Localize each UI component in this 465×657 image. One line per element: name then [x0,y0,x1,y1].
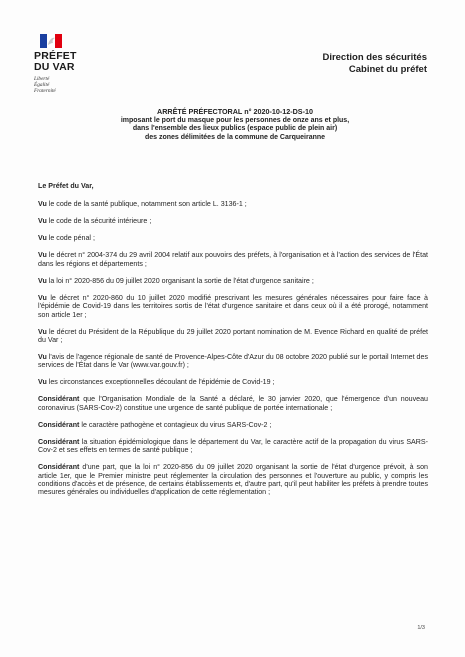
paragraph [38,421,428,429]
page-number: 1/3 [417,625,425,631]
paragraph-lead: Vu [38,327,47,336]
paragraph-text: que l'Organisation Mondiale de la Santé a déclaré, le 30 janvier 2020, que l'émergence d'un nouveau coronavirus (SARS-Cov-2) constitue une urgence de santé publique de portée internationale ; [38,395,428,412]
paragraph [38,395,428,412]
paragraph-text: les circonstances exceptionnelles découlant de l'épidémie de Covid-19 ; [46,378,275,387]
paragraph-lead: Considérant [38,437,80,446]
document-body [38,182,428,505]
paragraph [38,294,428,319]
paragraph-text: le code de la sécurité intérieure ; [46,217,152,226]
motto-fraternite: Fraternité [34,88,56,95]
paragraph-text: le décret du Président de la République du 29 juillet 2020 portant nomination de M. Evence Richard en qualité de préfet du Var ; [38,327,428,345]
motto-liberte: Liberté [34,76,50,82]
intro-line: Le Préfet du Var, [38,182,94,190]
paragraph [38,353,428,370]
direction-line: Direction des sécurités [322,52,427,63]
title-line4: des zones délimitées de la commune de Carqueiranne [144,133,326,141]
prefet-logo [34,34,104,95]
paragraph-lead: Considérant [38,395,80,404]
paragraph [38,438,428,455]
paragraph-lead: Vu [38,293,47,302]
logo-line1: PRÉFET [34,50,77,62]
title-line2: imposant le port du masque pour les personnes de onze ans et plus, [120,116,350,124]
logo-line2: DU VAR [34,61,75,73]
paragraph-text: la situation épidémiologique dans le département du Var, le caractère actif de la propagation du virus SARS-Cov-2 et ses effets en termes de santé publique ; [38,437,428,455]
paragraph-lead: Considérant [38,420,80,429]
paragraph-text: l'avis de l'agence régionale de santé de Provence-Alpes-Côte d'Azur du 08 octobre 2020 publié sur le portail Internet des services de l'État dans le Var (www.var.gouv.fr) ; [38,353,428,370]
paragraph-lead: Considérant [38,463,80,472]
cabinet-line: Cabinet du préfet [348,64,427,75]
paragraph [38,251,428,268]
paragraph-lead: Vu [38,217,47,226]
motto [34,76,104,95]
paragraph [38,234,428,242]
paragraph [38,378,428,386]
paragraph-lead: Vu [38,276,47,285]
paragraph-text: la loi n° 2020-856 du 09 juillet 2020 organisant la sortie de l'état d'urgence sanitaire ; [46,276,314,285]
paragraph [38,463,428,497]
paragraph [38,277,428,285]
paragraph [38,217,428,225]
paragraph-text: le caractère pathogène et contagieux du virus SARS-Cov-2 ; [79,420,272,429]
paragraph-text: d'une part, que la loi n° 2020-856 du 09 juillet 2020 organisant la sortie de l'état d'urgence prévoit, à son article 1er, que le Premier ministre peut réglementer la circulation des personnes et l'ouverture au public, y compris les conditions d'accès et de présence, de certains établissements et, d'autre part, qu'il peut habiliter les préfets à prendre toutes mesures générales ou individuelles d'application de cette réglementation ; [38,463,428,497]
arrete-number: ARRÊTÉ PRÉFECTORAL n° 2020-10-12-DS-10 [157,107,313,116]
paragraph-lead: Vu [38,251,47,260]
motto-egalite: Égalité [34,82,50,89]
paragraph-text: le décret n° 2020-860 du 10 juillet 2020 modifié prescrivant les mesures générales nécessaires pour faire face à l'épidémie de Covid-19 dans les territoires sortis de l'état d'urgence sanitaire et dans ceux où il a été prorogé, notamment son article 1er ; [38,293,428,319]
paragraph-text: le décret n° 2004-374 du 29 avril 2004 relatif aux pouvoirs des préfets, à l'organisation et à l'action des services de l'État dans les régions et départements ; [38,251,428,268]
paragraph-lead: Vu [38,378,47,387]
paragraph [38,200,428,208]
service-header [322,52,427,76]
arrete-title [80,108,390,142]
paragraph-text: le code de la santé publique, notamment son article L. 3136-1 ; [46,200,247,209]
title-line3: dans l'ensemble des lieux publics (espace public de plein air) [132,125,338,133]
paragraph [38,328,428,345]
paragraph-text: le code pénal ; [46,234,95,243]
paragraph-lead: Vu [38,353,47,362]
paragraph-lead: Vu [38,234,47,243]
paragraph-lead: Vu [38,200,47,209]
marianne-icon [40,34,62,48]
